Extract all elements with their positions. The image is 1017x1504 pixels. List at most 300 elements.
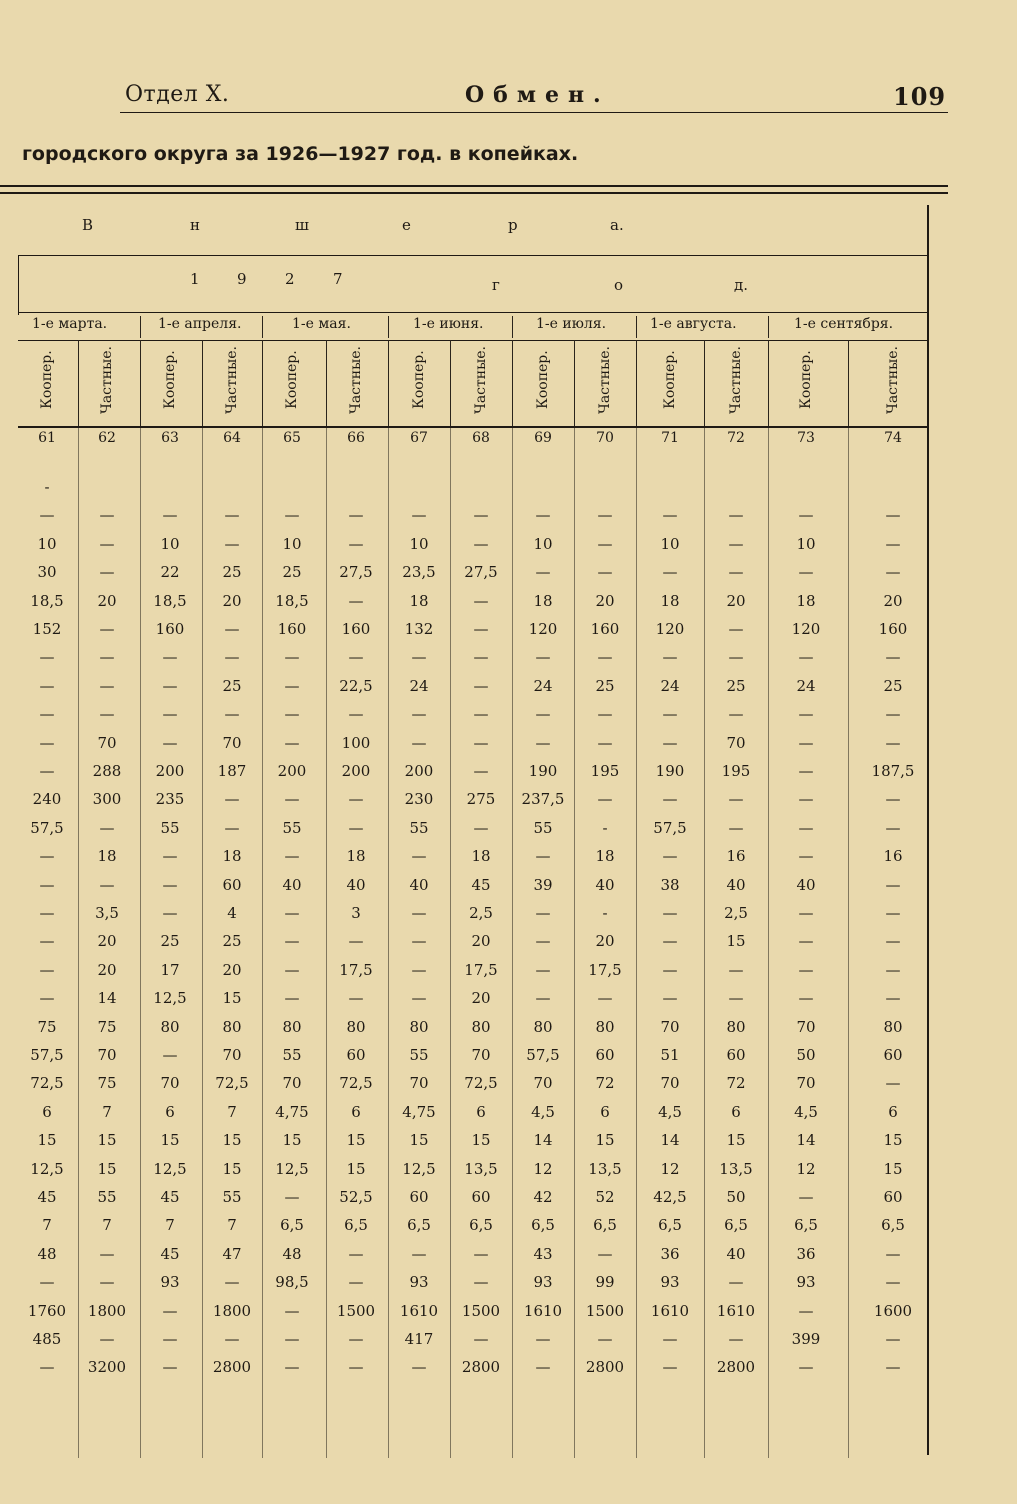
table-cell: 15 (222, 1131, 242, 1149)
table-cell: 20 (595, 592, 615, 610)
column-number: 65 (283, 430, 301, 446)
table-cell: 60 (471, 1188, 491, 1206)
table-cell: 70 (409, 1074, 429, 1092)
table-cell: — (284, 1302, 300, 1320)
table-cell: 52 (595, 1188, 615, 1206)
table-cell: 1610 (523, 1302, 563, 1320)
table-cell: 40 (726, 1245, 746, 1263)
table-cell: 16 (883, 847, 903, 865)
table-cell: 120 (791, 620, 821, 638)
table-cell: — (535, 1358, 551, 1376)
table-cell: — (39, 705, 55, 723)
table-cell: 187 (217, 762, 247, 780)
table-cell: 2800 (716, 1358, 756, 1376)
table-cell: 20 (471, 932, 491, 950)
heading-divider-1 (18, 255, 927, 256)
table-cell: 60 (883, 1188, 903, 1206)
month-separator (262, 316, 263, 338)
table-cell: 50 (726, 1188, 746, 1206)
table-cell: 6 (888, 1103, 898, 1121)
table-cell: 6,5 (593, 1216, 617, 1234)
table-cell: — (473, 592, 489, 610)
table-cell: — (99, 819, 115, 837)
grid-line (848, 428, 849, 1458)
table-cell: — (284, 1330, 300, 1348)
table-cell: 15 (409, 1131, 429, 1149)
table-cell: 6 (165, 1103, 175, 1121)
table-cell: — (162, 734, 178, 752)
column-type-label: Частные. (224, 346, 240, 414)
table-cell: 55 (533, 819, 553, 837)
table-cell: 6,5 (469, 1216, 493, 1234)
heading-letter: р (508, 216, 518, 234)
table-cell: — (39, 932, 55, 950)
table-cell: — (99, 1245, 115, 1263)
month-label: 1-е сентября. (794, 316, 894, 332)
table-cell: 15 (346, 1160, 366, 1178)
table-cell: — (224, 1273, 240, 1291)
table-cell: — (473, 734, 489, 752)
column-number: 68 (472, 430, 490, 446)
grid-line (704, 340, 705, 426)
table-cell: — (885, 790, 901, 808)
heading-letter: 1 (190, 270, 200, 288)
table-cell: — (728, 648, 744, 666)
table-cell: — (99, 620, 115, 638)
table-cell: 25 (222, 677, 242, 695)
table-cell: 80 (346, 1018, 366, 1036)
table-cell: — (535, 989, 551, 1007)
grid-line (450, 428, 451, 1458)
table-cell: 25 (883, 677, 903, 695)
table-cell: — (348, 932, 364, 950)
table-cell: 1610 (716, 1302, 756, 1320)
table-cell: 20 (222, 961, 242, 979)
table-cell: 288 (92, 762, 122, 780)
table-cell: 1610 (399, 1302, 439, 1320)
table-cell: 12,5 (275, 1160, 309, 1178)
table-cell: — (99, 876, 115, 894)
table-cell: — (224, 819, 240, 837)
table-cell: — (662, 648, 678, 666)
column-number: 62 (98, 430, 116, 446)
table-cell: — (411, 904, 427, 922)
table-cell: 195 (590, 762, 620, 780)
table-top-rule (0, 185, 948, 187)
table-cell: — (284, 847, 300, 865)
table-cell: — (39, 506, 55, 524)
table-cell: 80 (282, 1018, 302, 1036)
table-cell: 3,5 (95, 904, 119, 922)
table-cell: — (798, 847, 814, 865)
grid-line (78, 428, 79, 1458)
table-cell: — (284, 904, 300, 922)
table-cell: 57,5 (526, 1046, 560, 1064)
table-cell: 485 (32, 1330, 62, 1348)
table-cell: 160 (590, 620, 620, 638)
table-cell: — (284, 989, 300, 1007)
table-cell: 70 (660, 1018, 680, 1036)
table-cell: — (284, 1188, 300, 1206)
table-cell: — (535, 705, 551, 723)
table-cell: 10 (533, 535, 553, 553)
table-cell: 55 (282, 1046, 302, 1064)
table-cell: 42 (533, 1188, 553, 1206)
table-cell: 15 (726, 1131, 746, 1149)
heading-letter: е (402, 216, 411, 234)
table-cell: 24 (796, 677, 816, 695)
table-cell: 18 (409, 592, 429, 610)
table-cell: — (224, 705, 240, 723)
table-cell: — (662, 932, 678, 950)
heading-letter: 7 (333, 270, 343, 288)
grid-line (636, 340, 637, 426)
table-cell: 6 (42, 1103, 52, 1121)
table-cell: — (162, 648, 178, 666)
table-cell: 160 (341, 620, 371, 638)
table-cell: 16 (726, 847, 746, 865)
table-cell: — (39, 1273, 55, 1291)
table-cell: 18 (660, 592, 680, 610)
table-cell: — (162, 847, 178, 865)
table-cell: — (99, 535, 115, 553)
table-cell: — (162, 1302, 178, 1320)
table-cell: 132 (404, 620, 434, 638)
table-cell: — (39, 961, 55, 979)
table-cell: 7 (42, 1216, 52, 1234)
table-cell: 12,5 (402, 1160, 436, 1178)
grid-line (388, 428, 389, 1458)
table-cell: 20 (471, 989, 491, 1007)
table-cell: 20 (883, 592, 903, 610)
table-cell: 36 (660, 1245, 680, 1263)
table-cell: — (728, 506, 744, 524)
table-cell: 1760 (27, 1302, 67, 1320)
table-cell: 14 (533, 1131, 553, 1149)
table-cell: 18 (222, 847, 242, 865)
table-cell: 200 (155, 762, 185, 780)
table-cell: 80 (726, 1018, 746, 1036)
table-cell: — (885, 819, 901, 837)
table-cell: 120 (528, 620, 558, 638)
table-cell: - (44, 478, 50, 496)
table-cell: — (411, 705, 427, 723)
table-cell: 417 (404, 1330, 434, 1348)
section-label: Отдел X. (125, 82, 230, 107)
table-cell: 80 (595, 1018, 615, 1036)
table-cell: 13,5 (719, 1160, 753, 1178)
table-cell: — (662, 734, 678, 752)
table-cell: — (728, 961, 744, 979)
grid-line (512, 340, 513, 426)
table-cell: 10 (37, 535, 57, 553)
table-cell: 1800 (212, 1302, 252, 1320)
table-cell: 20 (97, 932, 117, 950)
table-cell: 100 (341, 734, 371, 752)
table-cell: — (885, 1245, 901, 1263)
table-cell: 17,5 (464, 961, 498, 979)
table-cell: — (885, 563, 901, 581)
table-cell: 25 (595, 677, 615, 695)
table-cell: 55 (160, 819, 180, 837)
heading-letter: д. (734, 276, 749, 294)
table-cell: — (348, 1330, 364, 1348)
table-cell: 12 (796, 1160, 816, 1178)
heading-letter: а. (610, 216, 624, 234)
table-cell: — (597, 734, 613, 752)
table-cell: — (885, 1074, 901, 1092)
table-cell: 45 (471, 876, 491, 894)
table-left-border (18, 255, 19, 315)
table-cell: — (284, 1358, 300, 1376)
table-cell: — (348, 506, 364, 524)
table-cell: — (473, 1330, 489, 1348)
column-number: 70 (596, 430, 614, 446)
table-cell: 45 (160, 1245, 180, 1263)
table-cell: - (602, 904, 608, 922)
table-cell: — (535, 961, 551, 979)
table-cell: 45 (160, 1188, 180, 1206)
table-cell: — (99, 506, 115, 524)
table-cell: — (39, 762, 55, 780)
grid-line (202, 340, 203, 426)
table-cell: 18 (595, 847, 615, 865)
table-cell: — (284, 932, 300, 950)
table-cell: 70 (160, 1074, 180, 1092)
table-cell: 60 (595, 1046, 615, 1064)
table-cell: 70 (222, 734, 242, 752)
table-cell: — (662, 705, 678, 723)
table-cell: 98,5 (275, 1273, 309, 1291)
month-label: 1-е июля. (536, 316, 607, 332)
column-number: 64 (223, 430, 241, 446)
table-cell: — (348, 535, 364, 553)
table-cell: — (411, 989, 427, 1007)
table-cell: — (473, 1245, 489, 1263)
table-cell: 6,5 (794, 1216, 818, 1234)
table-cell: — (535, 1330, 551, 1348)
heading-letter: 2 (285, 270, 295, 288)
table-cell: 18 (471, 847, 491, 865)
table-cell: 20 (726, 592, 746, 610)
table-cell: 6,5 (280, 1216, 304, 1234)
table-cell: 3200 (87, 1358, 127, 1376)
heading-letter: ш (295, 216, 309, 234)
table-cell: 60 (726, 1046, 746, 1064)
table-cell: — (224, 535, 240, 553)
table-cell: 17,5 (588, 961, 622, 979)
table-cell: 6 (476, 1103, 486, 1121)
table-cell: 120 (655, 620, 685, 638)
table-cell: 200 (277, 762, 307, 780)
table-cell: — (284, 734, 300, 752)
column-number: 73 (797, 430, 815, 446)
column-type-label: Коопер. (798, 350, 814, 410)
table-cell: 55 (97, 1188, 117, 1206)
table-cell: 55 (222, 1188, 242, 1206)
table-cell: — (798, 762, 814, 780)
table-cell: 57,5 (653, 819, 687, 837)
table-cell: — (728, 790, 744, 808)
table-cell: 24 (533, 677, 553, 695)
table-cell: 15 (222, 1160, 242, 1178)
table-cell: 4,5 (531, 1103, 555, 1121)
table-cell: 14 (97, 989, 117, 1007)
column-number: 63 (161, 430, 179, 446)
column-number: 71 (661, 430, 679, 446)
table-cell: 200 (341, 762, 371, 780)
grid-line (768, 428, 769, 1458)
table-cell: — (662, 1358, 678, 1376)
grid-line (388, 340, 389, 426)
table-cell: 1500 (585, 1302, 625, 1320)
table-cell: 52,5 (339, 1188, 373, 1206)
table-cell: — (597, 563, 613, 581)
table-cell: — (662, 506, 678, 524)
table-cell: 70 (471, 1046, 491, 1064)
table-cell: — (284, 790, 300, 808)
table-cell: — (224, 1330, 240, 1348)
header-rule (120, 112, 948, 113)
table-cell: 72,5 (215, 1074, 249, 1092)
table-cell: 60 (883, 1046, 903, 1064)
table-cell: — (728, 819, 744, 837)
table-cell: 80 (471, 1018, 491, 1036)
table-cell: 235 (155, 790, 185, 808)
table-cell: 10 (282, 535, 302, 553)
table-cell: — (284, 677, 300, 695)
month-label: 1-е июня. (413, 316, 484, 332)
table-cell: — (885, 705, 901, 723)
table-cell: 13,5 (588, 1160, 622, 1178)
table-right-border (927, 205, 929, 1455)
heading-divider-2 (18, 312, 927, 313)
table-cell: 12 (660, 1160, 680, 1178)
table-cell: 40 (282, 876, 302, 894)
month-separator (636, 316, 637, 338)
table-cell: 99 (595, 1273, 615, 1291)
table-cell: 1500 (461, 1302, 501, 1320)
table-cell: — (473, 677, 489, 695)
table-cell: — (597, 705, 613, 723)
table-cell: — (348, 1358, 364, 1376)
table-cell: — (662, 961, 678, 979)
table-cell: 15 (883, 1131, 903, 1149)
grid-line (512, 428, 513, 1458)
table-cell: — (99, 563, 115, 581)
table-cell: 80 (222, 1018, 242, 1036)
table-cell: — (284, 648, 300, 666)
table-cell: — (39, 648, 55, 666)
heading-letter: г (492, 276, 500, 294)
table-cell: 24 (409, 677, 429, 695)
table-cell: — (798, 563, 814, 581)
column-number: 66 (347, 430, 365, 446)
month-separator (388, 316, 389, 338)
table-cell: 25 (726, 677, 746, 695)
table-cell: 300 (92, 790, 122, 808)
table-cell: — (473, 506, 489, 524)
month-separator (768, 316, 769, 338)
table-cell: — (411, 648, 427, 666)
table-cell: 15 (282, 1131, 302, 1149)
table-cell: 399 (791, 1330, 821, 1348)
table-cell: — (885, 932, 901, 950)
table-cell: — (597, 989, 613, 1007)
table-cell: 12,5 (153, 1160, 187, 1178)
table-cell: 47 (222, 1245, 242, 1263)
table-cell: 20 (595, 932, 615, 950)
table-cell: 72,5 (30, 1074, 64, 1092)
table-cell: 70 (796, 1018, 816, 1036)
table-cell: 93 (160, 1273, 180, 1291)
table-cell: 7 (102, 1216, 112, 1234)
table-cell: 15 (726, 932, 746, 950)
column-type-label: Коопер. (411, 350, 427, 410)
column-type-label: Коопер. (39, 350, 55, 410)
page-number: 109 (893, 82, 947, 111)
table-cell: — (535, 847, 551, 865)
table-cell: — (798, 734, 814, 752)
table-cell: — (597, 790, 613, 808)
table-cell: 70 (282, 1074, 302, 1092)
column-type-label: Частные. (597, 346, 613, 414)
table-cell: 27,5 (464, 563, 498, 581)
table-cell: — (99, 1330, 115, 1348)
table-cell: — (473, 705, 489, 723)
column-type-label: Частные. (885, 346, 901, 414)
table-cell: 93 (796, 1273, 816, 1291)
table-cell: — (728, 1273, 744, 1291)
table-cell: 40 (796, 876, 816, 894)
table-cell: — (162, 677, 178, 695)
table-cell: — (597, 506, 613, 524)
table-cell: 22,5 (339, 677, 373, 695)
month-label: 1-е августа. (650, 316, 737, 332)
table-cell: 190 (655, 762, 685, 780)
table-cell: 18,5 (275, 592, 309, 610)
table-cell: — (348, 1273, 364, 1291)
table-cell: 70 (97, 734, 117, 752)
table-cell: 6,5 (658, 1216, 682, 1234)
table-cell: 43 (533, 1245, 553, 1263)
table-cell: 10 (660, 535, 680, 553)
table-cell: 75 (97, 1018, 117, 1036)
grid-line (140, 428, 141, 1458)
table-cell: — (224, 790, 240, 808)
table-cell: 55 (282, 819, 302, 837)
table-cell: 24 (660, 677, 680, 695)
table-cell: 48 (37, 1245, 57, 1263)
table-cell: 7 (227, 1216, 237, 1234)
table-cell: — (885, 961, 901, 979)
table-subtitle: городского округа за 1926—1927 год. в копейках. (22, 143, 579, 165)
table-cell: — (39, 989, 55, 1007)
table-cell: — (597, 1245, 613, 1263)
column-number: 61 (38, 430, 56, 446)
table-cell: 45 (37, 1188, 57, 1206)
table-cell: 18,5 (30, 592, 64, 610)
table-cell: — (473, 620, 489, 638)
heading-letter: 9 (237, 270, 247, 288)
table-cell: 15 (595, 1131, 615, 1149)
table-cell: — (728, 1330, 744, 1348)
grid-line (768, 340, 769, 426)
table-cell: — (885, 535, 901, 553)
table-cell: — (348, 705, 364, 723)
table-cell: 187,5 (871, 762, 915, 780)
table-cell: 40 (346, 876, 366, 894)
